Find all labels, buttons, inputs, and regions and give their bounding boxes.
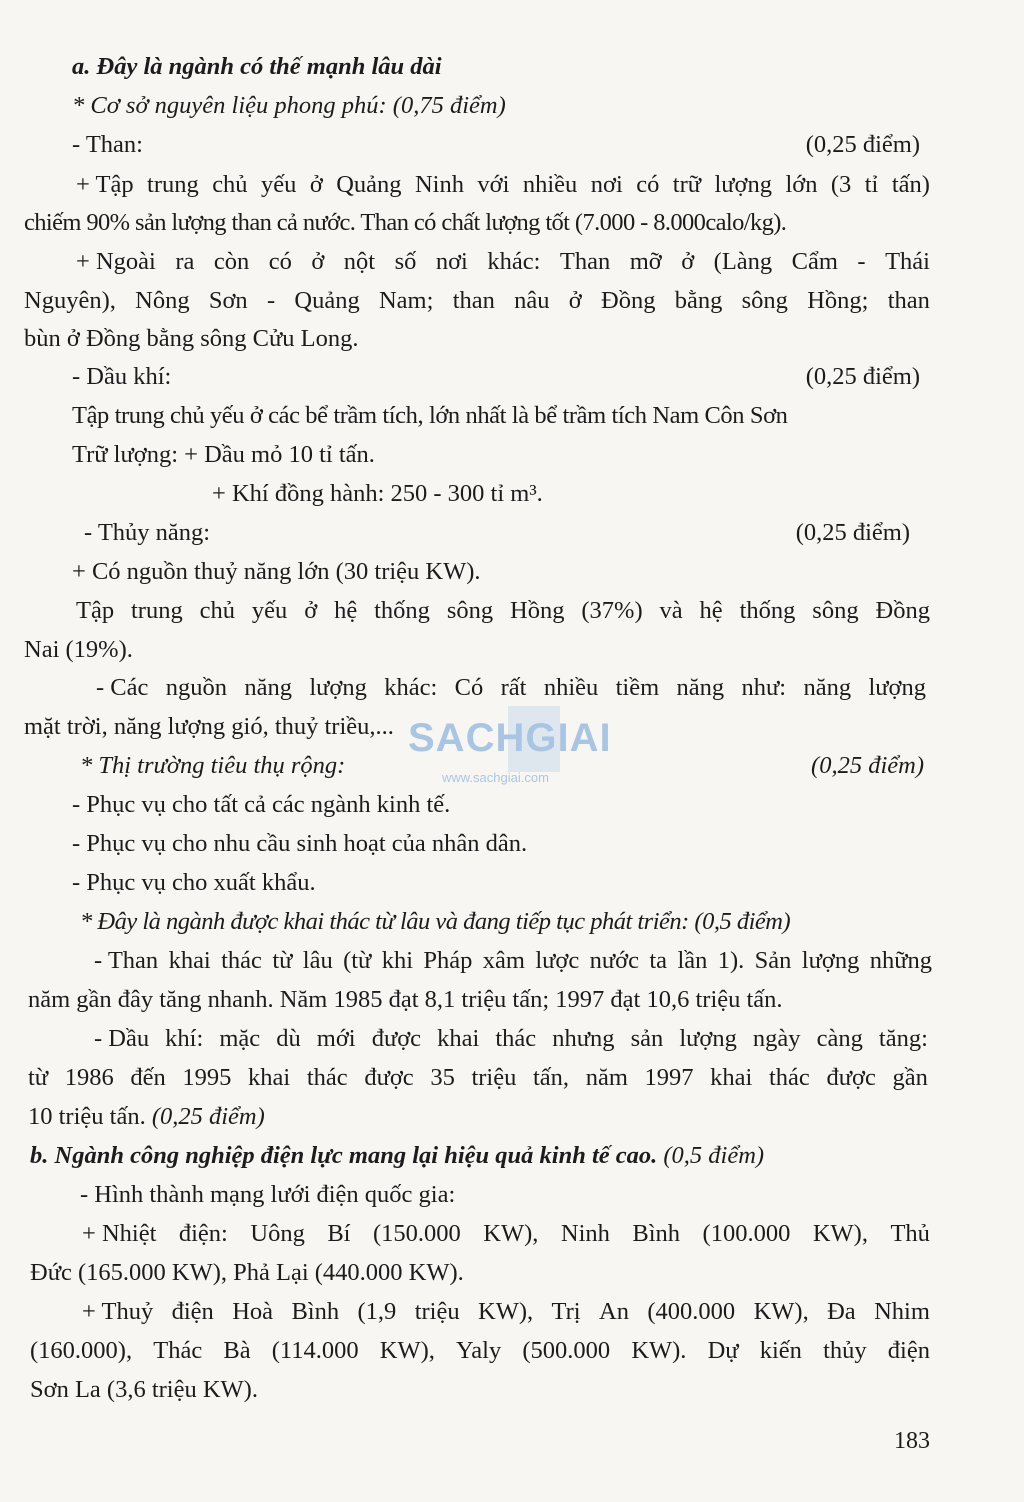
word: nước xyxy=(589,947,639,974)
hydro-label: - Thủy năng: xyxy=(84,519,211,546)
section-b-heading xyxy=(30,1139,764,1173)
word: nhưng xyxy=(552,1025,615,1052)
word: lượng xyxy=(309,674,367,701)
text-line: + Khí đồng hành: 250 - 300 tỉ m³. xyxy=(212,480,543,507)
word: năng xyxy=(244,674,292,701)
word: dù xyxy=(276,1025,301,1052)
score-span: (0,25 điểm) xyxy=(151,1103,265,1130)
word: số xyxy=(394,248,417,275)
text-line: bùn ở Đồng bằng sông Cửu Long. xyxy=(24,325,359,352)
word: Nhim xyxy=(874,1298,930,1325)
word: + Nhiệt xyxy=(82,1220,157,1247)
word: được xyxy=(371,1025,422,1052)
raw-material-heading: * Cơ sở nguyên liệu phong phú: (0,75 điểm) xyxy=(72,92,506,119)
word: Uông xyxy=(250,1220,305,1247)
word: xâm xyxy=(482,947,525,974)
word: năng xyxy=(803,674,852,701)
word: điện xyxy=(171,1298,214,1325)
word: chủ xyxy=(199,597,235,624)
word: (100.000 xyxy=(702,1220,791,1247)
word: có xyxy=(636,171,660,198)
text-line xyxy=(24,284,930,318)
word: khác: xyxy=(384,674,438,701)
word: trữ xyxy=(672,171,702,198)
text-line: Tập trung chủ yếu ở các bể trầm tích, lớn nhất là bể trầm tích Nam Côn Sơn xyxy=(72,402,788,429)
word: đến xyxy=(130,1064,166,1091)
word: khai xyxy=(710,1064,753,1091)
word: Nam; xyxy=(378,287,434,314)
word: (Làng xyxy=(713,248,773,275)
word: triệu xyxy=(414,1298,460,1325)
hydro-score: (0,25 điểm) xyxy=(795,519,910,546)
word: khai xyxy=(248,1064,291,1091)
word: ngày xyxy=(752,1025,801,1052)
word: khí: xyxy=(165,1025,204,1052)
word: KW). xyxy=(631,1337,687,1364)
word: Yaly xyxy=(456,1337,502,1364)
word: Trị xyxy=(551,1298,581,1325)
word: Pháp xyxy=(423,947,473,974)
word: Nguyên), xyxy=(24,287,116,314)
text-line: Trữ lượng: + Dầu mỏ 10 tỉ tấn. xyxy=(72,441,375,468)
market-score: (0,25 điểm) xyxy=(811,752,924,779)
text-line xyxy=(30,1334,930,1368)
section-a-heading: a. Đây là ngành có thế mạnh lâu dài xyxy=(72,53,442,80)
word: năng xyxy=(676,674,725,701)
word: KW), xyxy=(379,1337,435,1364)
word: KW), xyxy=(753,1298,809,1325)
word: lượng xyxy=(714,171,772,198)
word: lâu xyxy=(302,947,333,974)
word: thác xyxy=(769,1064,810,1091)
word: - xyxy=(857,248,866,275)
word: khi xyxy=(381,947,414,974)
text-span: 10 triệu tấn. xyxy=(28,1103,152,1130)
word: trung xyxy=(147,171,199,198)
word: Ninh xyxy=(414,171,464,198)
text-line xyxy=(28,1022,928,1056)
word: + Tập xyxy=(76,171,134,198)
word: mới xyxy=(316,1025,356,1052)
word: thống xyxy=(739,597,796,624)
word: nhiều xyxy=(522,171,578,198)
word: tăng: xyxy=(878,1025,928,1052)
word: nâu xyxy=(514,287,550,314)
word: thác xyxy=(221,947,262,974)
text-line: - Phục vụ cho tất cả các ngành kinh tế. xyxy=(72,791,451,818)
word: ta xyxy=(649,947,668,974)
word: Quảng xyxy=(336,171,402,198)
word: ở xyxy=(309,171,323,198)
word: thác xyxy=(495,1025,537,1052)
word: Thủ xyxy=(890,1220,930,1247)
word: Ninh xyxy=(560,1220,610,1247)
page-number: 183 xyxy=(894,1428,930,1454)
word: than xyxy=(887,287,930,314)
watermark-logo: SACHGIAI xyxy=(408,716,612,760)
word: sông xyxy=(812,597,859,624)
word: ở xyxy=(568,287,582,314)
text-line: - Hình thành mạng lưới điện quốc gia: xyxy=(80,1181,456,1208)
word: Có xyxy=(454,674,484,701)
word: lượng xyxy=(679,1025,737,1052)
text-line xyxy=(28,944,932,978)
word: lần xyxy=(677,947,708,974)
word: mặc xyxy=(219,1025,261,1052)
word: (37%) xyxy=(581,597,643,624)
word: bằng xyxy=(674,287,723,314)
word: sông xyxy=(446,597,494,624)
word: điện: xyxy=(178,1220,228,1247)
word: lớn xyxy=(785,171,818,198)
word: Thác xyxy=(153,1337,203,1364)
word: tỉ xyxy=(864,171,879,198)
word: lượng xyxy=(868,674,926,701)
text-line xyxy=(24,671,926,705)
word: 1995 xyxy=(182,1064,232,1091)
word: (từ xyxy=(343,947,372,974)
word: Than xyxy=(559,248,611,275)
word: từ xyxy=(272,947,293,974)
word: ở xyxy=(311,248,325,275)
market-heading: * Thị trường tiêu thụ rộng: xyxy=(80,752,346,779)
word: từ xyxy=(28,1064,49,1091)
word: hệ xyxy=(699,597,723,624)
word: - Các xyxy=(96,674,149,701)
word: (400.000 xyxy=(647,1298,736,1325)
word: + Thuỷ xyxy=(82,1298,154,1325)
watermark xyxy=(408,706,620,796)
word: được xyxy=(364,1064,414,1091)
word: chủ xyxy=(212,171,248,198)
word: KW), xyxy=(483,1220,539,1247)
text-line xyxy=(28,1061,928,1095)
word: - Than xyxy=(94,947,159,974)
word: còn xyxy=(213,248,250,275)
word: với xyxy=(477,171,510,198)
word: kiến xyxy=(759,1337,802,1364)
word: rất xyxy=(500,674,527,701)
development-heading: * Đây là ngành được khai thác từ lâu và đang tiếp tục phát triển: (0,5 điểm) xyxy=(80,908,791,935)
word: thống xyxy=(374,597,430,624)
word: - Dầu xyxy=(94,1025,150,1052)
text-line: Sơn La (3,6 triệu KW). xyxy=(30,1376,258,1403)
word: Hoà xyxy=(232,1298,274,1325)
word: Nông xyxy=(135,287,190,314)
word: những xyxy=(869,947,932,974)
word: Thái xyxy=(885,248,930,275)
word: tiềm xyxy=(615,674,660,701)
text-line xyxy=(30,1295,930,1329)
word: (500.000 xyxy=(522,1337,611,1364)
word: (150.000 xyxy=(372,1220,461,1247)
text-line: Nai (19%). xyxy=(24,636,133,663)
word: ra xyxy=(175,248,195,275)
word: Cẩm xyxy=(791,248,838,275)
word: KW), xyxy=(812,1220,868,1247)
word: được xyxy=(826,1064,876,1091)
word: nột xyxy=(343,248,376,275)
word: yếu xyxy=(251,597,288,624)
text-line xyxy=(30,1217,930,1251)
text-line: năm gần đây tăng nhanh. Năm 1985 đạt 8,1 triệu tấn; 1997 đạt 10,6 triệu tấn. xyxy=(28,986,783,1013)
text-line: + Có nguồn thuỷ năng lớn (30 triệu KW). xyxy=(72,558,481,585)
word: Bà xyxy=(223,1337,251,1364)
word: Hồng xyxy=(510,597,565,624)
word: Dự xyxy=(707,1337,739,1364)
word: than xyxy=(452,287,495,314)
word: năm xyxy=(585,1064,628,1091)
word: mỡ xyxy=(629,248,662,275)
word: tấn) xyxy=(891,171,930,198)
text-line: mặt trời, năng lượng gió, thuỷ triều,... xyxy=(24,713,394,740)
word: Đồng xyxy=(601,287,656,314)
text-line xyxy=(28,1100,265,1134)
word: sông xyxy=(741,287,788,314)
word: (3 xyxy=(830,171,852,198)
watermark-url: www.sachgiai.com xyxy=(442,770,549,785)
text-line: Đức (165.000 KW), Phả Lại (440.000 KW). xyxy=(30,1259,464,1286)
text-line: - Phục vụ cho nhu cầu sinh hoạt của nhân dân. xyxy=(72,830,528,857)
word: và xyxy=(659,597,683,624)
text-line xyxy=(24,594,930,628)
word: 1986 xyxy=(64,1064,114,1091)
coal-score: (0,25 điểm) xyxy=(805,131,920,158)
word: nơi xyxy=(435,248,468,275)
text-line xyxy=(24,245,930,279)
word: lược xyxy=(535,947,580,974)
word: như: xyxy=(741,674,787,701)
word: + Ngoài xyxy=(76,248,156,275)
word: thủy xyxy=(823,1337,867,1364)
section-b-title: b. Ngành công nghiệp điện lực mang lại hiệu quả kinh tế cao. xyxy=(30,1142,658,1169)
word: gần xyxy=(892,1064,928,1091)
text-line xyxy=(24,168,930,202)
word: 1). xyxy=(717,947,745,974)
word: điện xyxy=(887,1337,930,1364)
coal-label: - Than: xyxy=(72,131,143,158)
word: (1,9 xyxy=(357,1298,397,1325)
word: khai xyxy=(168,947,211,974)
text-line: chiếm 90% sản lượng than cả nước. Than có chất lượng tốt (7.000 - 8.000calo/kg). xyxy=(24,209,787,236)
word: nhiều xyxy=(543,674,599,701)
word: ở xyxy=(681,248,695,275)
word: hệ xyxy=(334,597,358,624)
word: Quảng xyxy=(294,287,360,314)
word: lượng xyxy=(801,947,860,974)
word: Bí xyxy=(327,1220,351,1247)
section-b-score: (0,5 điểm) xyxy=(657,1142,765,1169)
word: Đồng xyxy=(875,597,930,624)
word: Tập xyxy=(76,597,115,624)
word: thác xyxy=(306,1064,348,1091)
word: khác: xyxy=(487,248,541,275)
text-line: - Phục vụ cho xuất khẩu. xyxy=(72,869,316,896)
word: nơi xyxy=(590,171,623,198)
word: - xyxy=(266,287,276,314)
word: triệu xyxy=(471,1064,517,1091)
word: Bình xyxy=(632,1220,681,1247)
word: (114.000 xyxy=(271,1337,359,1364)
word: nguồn xyxy=(165,674,227,701)
word: Bình xyxy=(291,1298,340,1325)
word: càng xyxy=(816,1025,863,1052)
word: có xyxy=(268,248,292,275)
word: tấn, xyxy=(533,1064,570,1091)
word: Đa xyxy=(827,1298,856,1325)
word: 1997 xyxy=(644,1064,694,1091)
word: yếu xyxy=(261,171,297,198)
oil-gas-label: - Dầu khí: xyxy=(72,363,172,390)
word: 35 xyxy=(430,1064,455,1091)
word: (160.000), xyxy=(30,1337,133,1364)
word: Hồng; xyxy=(807,287,869,314)
word: KW), xyxy=(478,1298,534,1325)
word: An xyxy=(599,1298,629,1325)
word: trung xyxy=(131,597,183,624)
word: Sản xyxy=(754,947,792,974)
word: sản xyxy=(630,1025,664,1052)
word: khai xyxy=(437,1025,480,1052)
word: Sơn xyxy=(208,287,248,314)
word: ở xyxy=(304,597,318,624)
oil-gas-score: (0,25 điểm) xyxy=(805,363,920,390)
